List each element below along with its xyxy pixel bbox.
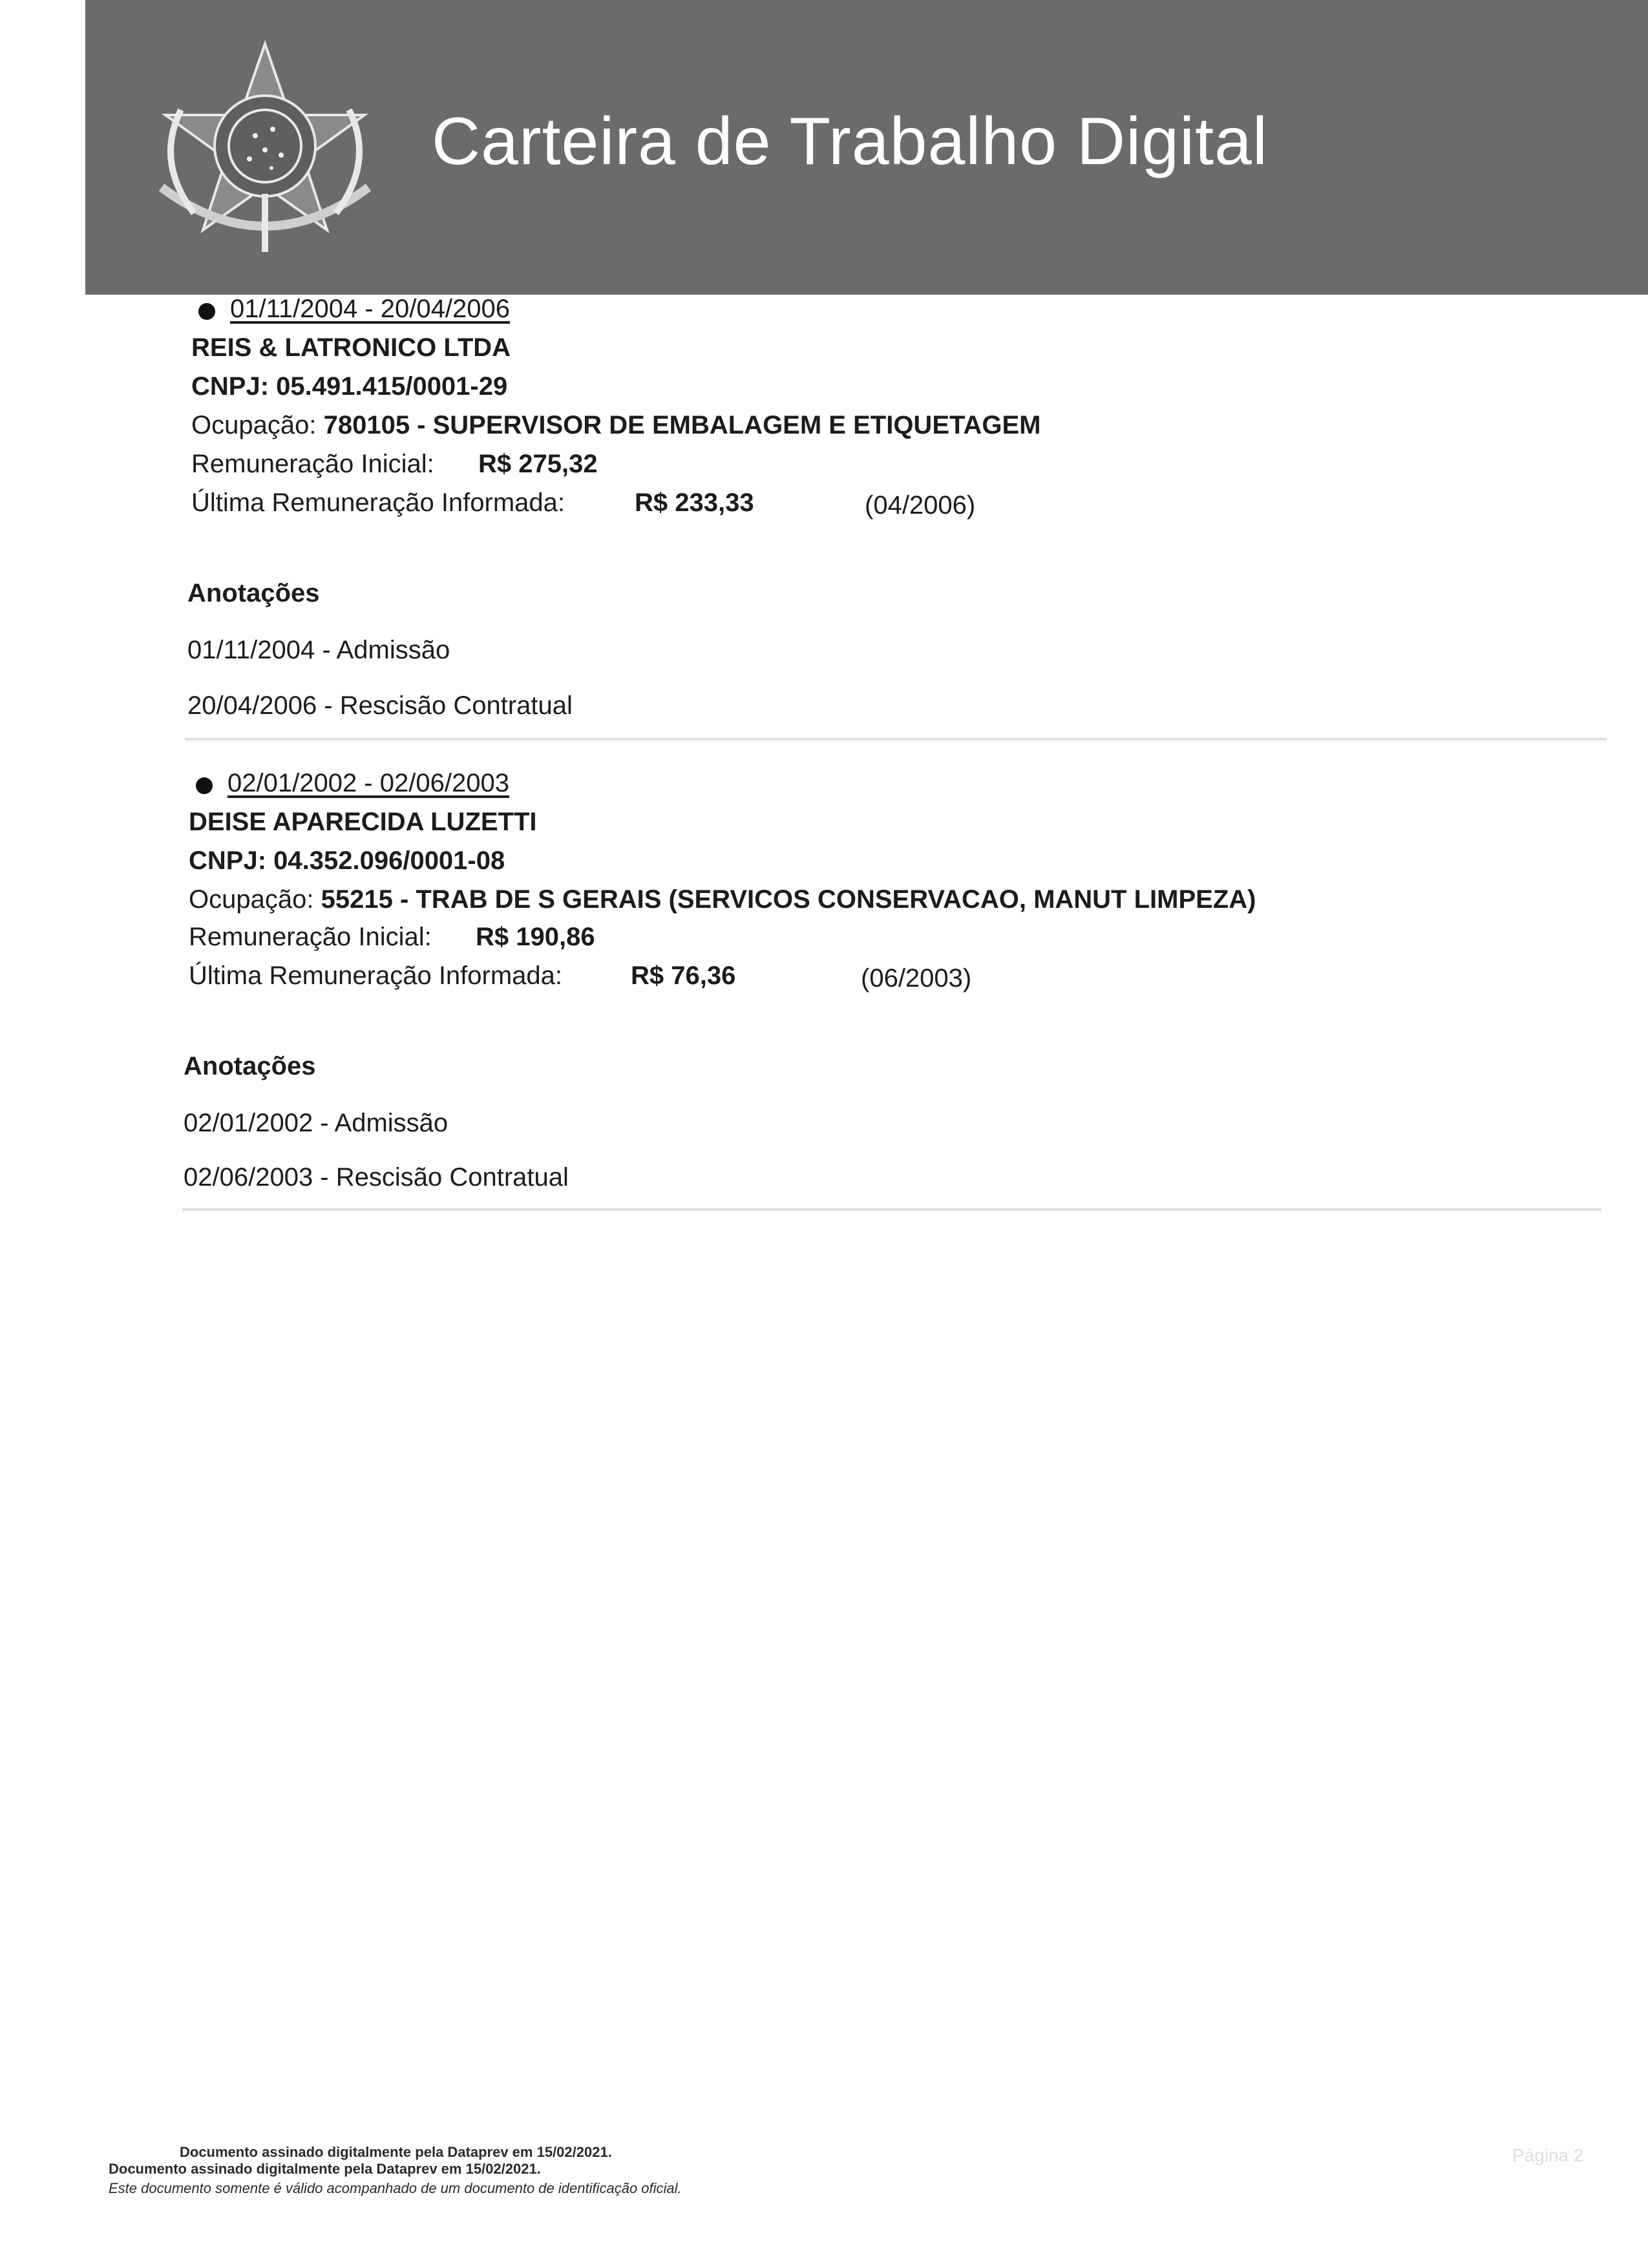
page-number: Página 2 (1512, 2145, 1584, 2165)
employment-period: 01/11/2004 - 20/04/2006 (230, 295, 510, 323)
last-salary-value: R$ 233,33 (635, 488, 754, 517)
last-salary-label: Última Remuneração Informada: (191, 488, 565, 517)
annotation-item: 20/04/2006 - Rescisão Contratual (187, 691, 573, 720)
occupation-label: Ocupação: (189, 885, 314, 914)
annotation-item: 01/11/2004 - Admissão (187, 636, 450, 664)
initial-salary-label: Remuneração Inicial: (189, 923, 432, 951)
annotation-item: 02/01/2002 - Admissão (184, 1109, 449, 1137)
employment-period: 02/01/2002 - 02/06/2003 (227, 769, 509, 797)
bullet-icon (198, 303, 215, 320)
occupation-label: Ocupação: (191, 411, 317, 439)
bullet-icon (196, 777, 213, 794)
employer-name: DEISE APARECIDA LUZETTI (189, 808, 537, 836)
validity-notice: Este documento somente é válido acompanhado de um documento de identificação oficial. (109, 2180, 682, 2196)
annotations-title: Anotações (184, 1052, 316, 1080)
initial-salary-label: Remuneração Inicial: (191, 450, 434, 478)
initial-salary-value: R$ 275,32 (478, 450, 598, 478)
occupation-row (189, 885, 1256, 914)
employer-cnpj: CNPJ: 04.352.096/0001-08 (189, 846, 505, 875)
last-salary-reference: (04/2006) (865, 491, 976, 520)
employer-cnpj: CNPJ: 05.491.415/0001-29 (191, 372, 508, 401)
occupation-value: 55215 - TRAB DE S GERAIS (SERVICOS CONSERVACAO, MANUT LIMPEZA) (321, 885, 1256, 914)
last-salary-label: Última Remuneração Informada: (189, 961, 563, 990)
initial-salary-value: R$ 190,86 (476, 923, 595, 951)
signature-notice: Documento assinado digitalmente pela Dataprev em 15/02/2021. (180, 2144, 612, 2160)
page-title: Carteira de Trabalho Digital (432, 104, 1268, 179)
last-salary-value: R$ 76,36 (631, 961, 736, 990)
brazil-coat-of-arms-icon (123, 32, 407, 265)
divider (182, 1208, 1601, 1212)
annotations-title: Anotações (187, 579, 320, 607)
last-salary-reference: (06/2003) (861, 964, 972, 992)
divider (185, 738, 1607, 741)
annotation-item: 02/06/2003 - Rescisão Contratual (184, 1163, 569, 1192)
employer-name: REIS & LATRONICO LTDA (191, 333, 511, 362)
occupation-row (191, 411, 1041, 440)
signature-notice-overlap: Documento assinado digitalmente pela Dataprev em 15/02/2021. (109, 2161, 541, 2177)
occupation-value: 780105 - SUPERVISOR DE EMBALAGEM E ETIQUETAGEM (323, 411, 1041, 439)
